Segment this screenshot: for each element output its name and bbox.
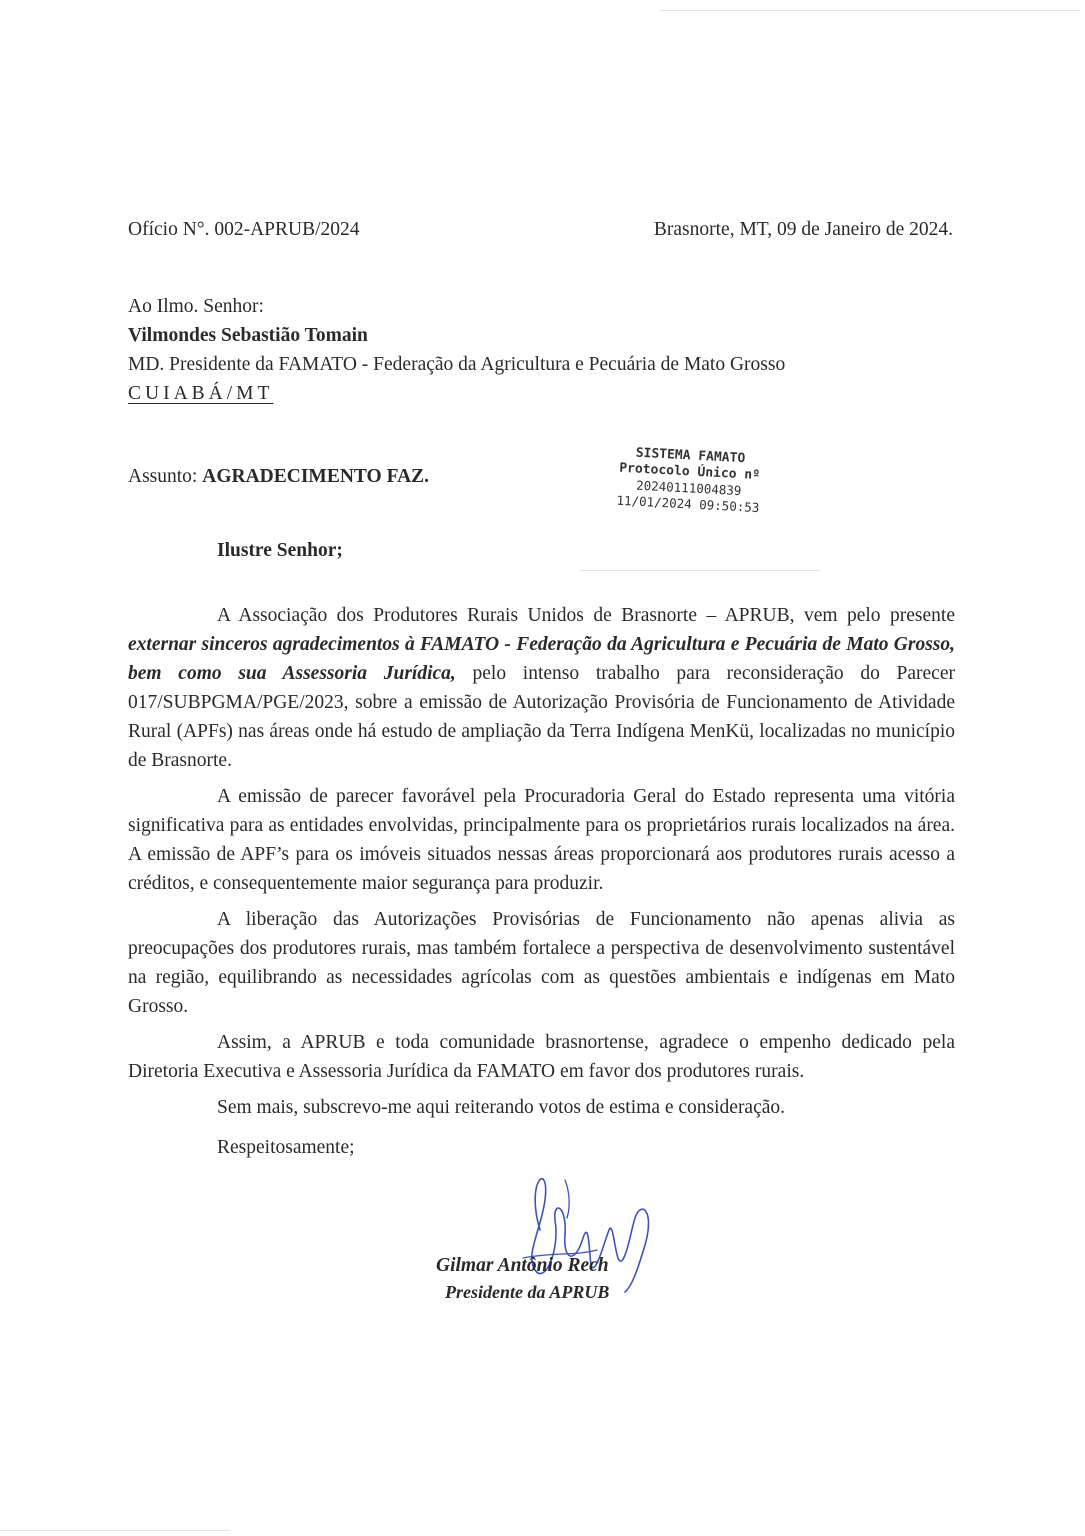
recipient-city: CUIABÁ/MT xyxy=(128,383,274,404)
paragraph-1 xyxy=(128,601,955,775)
letter-body xyxy=(128,601,955,1169)
recipient-block xyxy=(128,292,785,408)
scan-bottom-line xyxy=(0,1530,230,1531)
document-reference: Ofício N°. 002-APRUB/2024 xyxy=(128,219,360,240)
stamp-datetime: 11/01/2024 09:50:53 xyxy=(616,492,760,516)
recipient-name: Vilmondes Sebastião Tomain xyxy=(128,325,368,346)
paragraph-2: A emissão de parecer favorável pela Procuradoria Geral do Estado representa uma vitória significativa para as entidades envolvidas, principalmente para os proprietários rurais localizados na área. A emissão de APF’s para os imóveis situados nessas áreas proporcionará aos produtores rurais acesso a créditos, e consequentemente maior segurança para produzir. xyxy=(128,786,955,894)
signer-name: Gilmar Antônio Rech xyxy=(436,1255,609,1276)
paragraph-1-end: pelo intenso trabalho para reconsideração do Parecer 017/SUBPGMA/PGE/2023, sobre a emissão de Autorização Provisória de Funcionamento de Atividade Rural (APFs) nas áreas onde há estudo de ampliação da Terra Indígena MenKü, localizadas no município de Brasnorte. xyxy=(128,663,955,771)
stamp-protocol-label: Protocolo Único nº xyxy=(618,460,761,484)
subject-line xyxy=(128,464,429,489)
signer-role: Presidente da APRUB xyxy=(445,1282,610,1302)
stamp-system: SISTEMA FAMATO xyxy=(635,445,746,467)
paragraph-1-start: A Associação dos Produtores Rurais Unidos de Brasnorte – APRUB, vem pelo presente xyxy=(217,605,955,626)
protocol-stamp xyxy=(603,444,776,517)
signature-block xyxy=(436,1252,609,1304)
closing-salutation: Respeitosamente; xyxy=(217,1137,355,1158)
paragraph-4: Assim, a APRUB e toda comunidade brasnortense, agradece o empenho dedicado pela Diretoria Executiva e Assessoria Jurídica da FAMATO em favor dos produtores rurais. xyxy=(128,1032,955,1082)
paragraph-1-emphasis: externar sinceros agradecimentos à FAMATO - Federação da Agricultura e Pecuária de Mato Grosso, bem como sua Assessoria Jurídica, xyxy=(128,634,955,684)
scan-mid-line xyxy=(580,570,820,571)
closing-line: Sem mais, subscrevo-me aqui reiterando votos de estima e consideração. xyxy=(217,1097,786,1118)
document-date: Brasnorte, MT, 09 de Janeiro de 2024. xyxy=(653,219,953,240)
paragraph-3: A liberação das Autorizações Provisórias de Funcionamento não apenas alivia as preocupações dos produtores rurais, mas também fortalece a perspectiva de desenvolvimento sustentável na região, equilibrando as necessidades agrícolas com as questões ambientais e indígenas em Mato Grosso. xyxy=(128,909,955,1017)
scan-top-line xyxy=(660,10,1080,11)
greeting: Ilustre Senhor; xyxy=(217,540,343,561)
subject-text: AGRADECIMENTO FAZ. xyxy=(202,466,430,487)
subject-label: Assunto: xyxy=(128,466,198,487)
stamp-protocol-number: 20240111004839 xyxy=(635,477,742,499)
recipient-title: MD. Presidente da FAMATO - Federação da Agricultura e Pecuária de Mato Grosso xyxy=(128,354,786,375)
recipient-salutation: Ao Ilmo. Senhor: xyxy=(128,296,264,317)
